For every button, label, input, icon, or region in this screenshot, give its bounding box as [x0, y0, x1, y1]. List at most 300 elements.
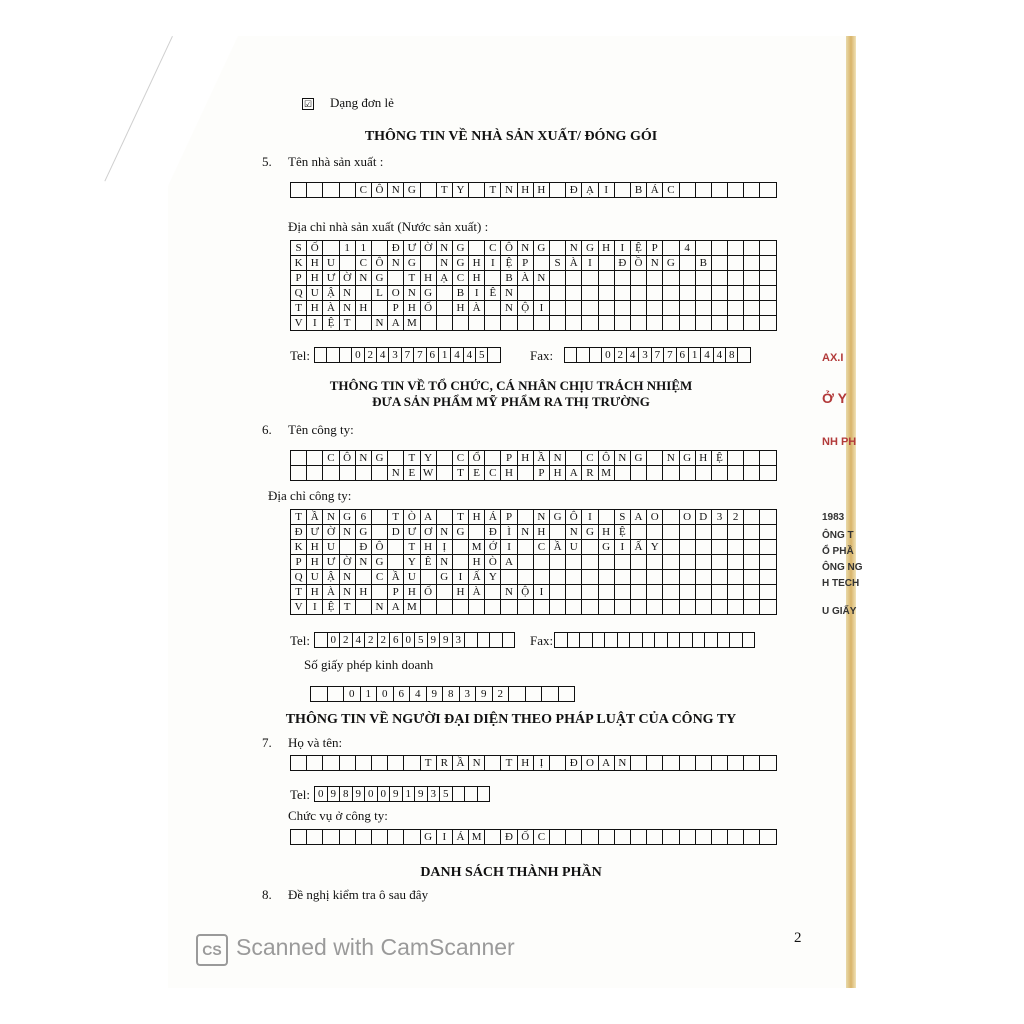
grid-cell[interactable] [663, 540, 679, 555]
grid-cell[interactable]: H [696, 451, 712, 466]
grid-cell[interactable]: Á [647, 183, 663, 198]
grid-cell[interactable]: T [291, 510, 307, 525]
grid-cell[interactable]: L [372, 286, 388, 301]
grid-cell[interactable]: T [404, 451, 420, 466]
grid-cell[interactable] [744, 830, 760, 845]
grid-cell[interactable]: 9 [390, 787, 403, 802]
grid-cell[interactable]: U [323, 540, 339, 555]
grid-cell[interactable] [696, 555, 712, 570]
grid-cell[interactable]: I [615, 241, 631, 256]
grid-cell[interactable] [696, 830, 712, 845]
grid-cell[interactable] [744, 540, 760, 555]
grid-cell[interactable] [631, 316, 647, 331]
grid-cell[interactable] [356, 756, 372, 771]
grid-cell[interactable] [599, 830, 615, 845]
grid-cell[interactable]: N [356, 451, 372, 466]
grid-cell[interactable] [534, 286, 550, 301]
grid-cell[interactable]: H [421, 271, 437, 286]
grid-cell[interactable]: Ấ [631, 540, 647, 555]
grid-cell[interactable] [485, 451, 501, 466]
grid-cell[interactable] [663, 525, 679, 540]
grid-cell[interactable]: Ệ [501, 256, 517, 271]
grid-cell[interactable] [696, 756, 712, 771]
grid-cell[interactable]: H [421, 540, 437, 555]
grid-cell[interactable] [356, 600, 372, 615]
grid-cell[interactable] [728, 555, 744, 570]
grid-cell[interactable] [647, 271, 663, 286]
grid-cell[interactable] [663, 510, 679, 525]
grid-cell[interactable] [485, 600, 501, 615]
grid-cell[interactable] [518, 540, 534, 555]
grid-cell[interactable] [437, 316, 453, 331]
grid-cell[interactable] [356, 286, 372, 301]
grid-cell[interactable] [518, 286, 534, 301]
grid-cell[interactable] [696, 600, 712, 615]
grid-cell[interactable] [615, 830, 631, 845]
grid-cell[interactable]: Á [453, 830, 469, 845]
grid-cell[interactable] [340, 466, 356, 481]
grid-cell[interactable]: H [550, 466, 566, 481]
grid-cell[interactable]: 7 [652, 348, 664, 363]
grid-cell[interactable] [518, 570, 534, 585]
grid-cell[interactable]: N [501, 183, 517, 198]
grid-cell[interactable] [680, 286, 696, 301]
grid-cell[interactable]: S [615, 510, 631, 525]
grid-cell[interactable]: Ô [340, 451, 356, 466]
grid-cell[interactable] [760, 316, 776, 331]
grid-cell[interactable]: P [388, 585, 404, 600]
grid-cell[interactable] [712, 756, 728, 771]
grid-cell[interactable]: Ò [404, 510, 420, 525]
grid-cell[interactable] [744, 570, 760, 585]
grid-cell[interactable] [582, 316, 598, 331]
grid-cell[interactable] [631, 525, 647, 540]
grid-cell[interactable] [744, 525, 760, 540]
grid-cell[interactable]: Ị [534, 756, 550, 771]
grid-cell[interactable] [760, 830, 776, 845]
grid-cell[interactable]: Ơ [421, 525, 437, 540]
grid-cell[interactable]: Ộ [518, 585, 534, 600]
grid-cell[interactable] [550, 600, 566, 615]
grid-cell[interactable] [760, 241, 776, 256]
company-address-grid[interactable] [290, 509, 777, 615]
grid-cell[interactable]: P [388, 301, 404, 316]
grid-cell[interactable] [582, 540, 598, 555]
grid-cell[interactable]: 2 [365, 348, 377, 363]
grid-cell[interactable] [631, 600, 647, 615]
grid-cell[interactable] [760, 466, 776, 481]
grid-cell[interactable]: N [340, 570, 356, 585]
grid-cell[interactable]: T [453, 510, 469, 525]
grid-cell[interactable] [388, 830, 404, 845]
grid-cell[interactable]: N [550, 451, 566, 466]
grid-cell[interactable] [453, 600, 469, 615]
grid-cell[interactable] [728, 585, 744, 600]
grid-cell[interactable] [388, 271, 404, 286]
grid-cell[interactable]: 5 [440, 787, 453, 802]
grid-cell[interactable] [760, 585, 776, 600]
grid-cell[interactable]: U [404, 570, 420, 585]
grid-cell[interactable] [550, 241, 566, 256]
grid-cell[interactable] [743, 633, 756, 648]
grid-cell[interactable]: V [291, 316, 307, 331]
grid-cell[interactable] [580, 633, 593, 648]
grid-cell[interactable] [728, 183, 744, 198]
grid-cell[interactable] [372, 466, 388, 481]
grid-cell[interactable] [744, 241, 760, 256]
grid-cell[interactable]: I [582, 510, 598, 525]
grid-cell[interactable] [631, 286, 647, 301]
grid-cell[interactable]: Ê [485, 286, 501, 301]
grid-cell[interactable]: 0 [377, 687, 394, 702]
grid-cell[interactable]: N [323, 510, 339, 525]
grid-cell[interactable] [728, 830, 744, 845]
grid-cell[interactable] [668, 633, 681, 648]
grid-cell[interactable] [631, 570, 647, 585]
grid-cell[interactable] [663, 271, 679, 286]
grid-cell[interactable]: 8 [443, 687, 460, 702]
grid-cell[interactable] [647, 451, 663, 466]
grid-cell[interactable] [534, 256, 550, 271]
grid-cell[interactable]: C [372, 570, 388, 585]
grid-cell[interactable]: Ố [518, 830, 534, 845]
grid-cell[interactable] [469, 183, 485, 198]
grid-cell[interactable]: H [404, 301, 420, 316]
grid-cell[interactable] [712, 183, 728, 198]
grid-cell[interactable]: Ư [307, 525, 323, 540]
grid-cell[interactable] [744, 183, 760, 198]
grid-cell[interactable] [566, 585, 582, 600]
grid-cell[interactable]: C [453, 271, 469, 286]
grid-cell[interactable] [356, 830, 372, 845]
grid-cell[interactable]: Á [485, 510, 501, 525]
grid-cell[interactable]: G [404, 256, 420, 271]
grid-cell[interactable]: H [307, 301, 323, 316]
grid-cell[interactable] [647, 570, 663, 585]
grid-cell[interactable]: H [453, 301, 469, 316]
grid-cell[interactable] [647, 316, 663, 331]
grid-cell[interactable]: Ậ [323, 286, 339, 301]
grid-cell[interactable]: Ầ [534, 451, 550, 466]
grid-cell[interactable]: T [388, 510, 404, 525]
grid-cell[interactable]: Ố [421, 301, 437, 316]
grid-cell[interactable]: 4 [451, 348, 463, 363]
grid-cell[interactable]: 7 [402, 348, 414, 363]
grid-cell[interactable]: D [696, 510, 712, 525]
grid-cell[interactable] [728, 540, 744, 555]
grid-cell[interactable]: 1 [361, 687, 378, 702]
grid-cell[interactable] [647, 756, 663, 771]
grid-cell[interactable]: H [356, 585, 372, 600]
grid-cell[interactable]: N [388, 466, 404, 481]
grid-cell[interactable] [738, 348, 750, 363]
grid-cell[interactable]: P [534, 466, 550, 481]
grid-cell[interactable]: Ư [404, 241, 420, 256]
grid-cell[interactable] [615, 271, 631, 286]
grid-cell[interactable] [728, 451, 744, 466]
grid-cell[interactable] [323, 756, 339, 771]
grid-cell[interactable]: Ô [372, 540, 388, 555]
grid-cell[interactable]: 6 [394, 687, 411, 702]
grid-cell[interactable]: H [307, 271, 323, 286]
grid-cell[interactable] [744, 585, 760, 600]
grid-cell[interactable]: Ô [372, 183, 388, 198]
grid-cell[interactable] [647, 466, 663, 481]
grid-cell[interactable]: Ầ [388, 570, 404, 585]
grid-cell[interactable] [453, 555, 469, 570]
grid-cell[interactable] [566, 570, 582, 585]
grid-cell[interactable]: Đ [615, 256, 631, 271]
grid-cell[interactable] [663, 600, 679, 615]
grid-cell[interactable]: G [534, 241, 550, 256]
grid-cell[interactable] [712, 466, 728, 481]
grid-cell[interactable] [744, 286, 760, 301]
grid-cell[interactable]: H [469, 271, 485, 286]
grid-cell[interactable]: T [291, 301, 307, 316]
grid-cell[interactable] [647, 555, 663, 570]
grid-cell[interactable]: Ờ [340, 271, 356, 286]
grid-cell[interactable]: 9 [415, 787, 428, 802]
grid-cell[interactable] [503, 633, 516, 648]
grid-cell[interactable]: 9 [427, 687, 444, 702]
grid-cell[interactable] [372, 510, 388, 525]
grid-cell[interactable]: H [534, 525, 550, 540]
grid-cell[interactable] [696, 286, 712, 301]
grid-cell[interactable]: 1 [356, 241, 372, 256]
grid-cell[interactable] [728, 525, 744, 540]
grid-cell[interactable] [559, 687, 576, 702]
grid-cell[interactable] [566, 301, 582, 316]
grid-cell[interactable]: G [404, 183, 420, 198]
grid-cell[interactable]: I [307, 316, 323, 331]
grid-cell[interactable] [631, 466, 647, 481]
grid-cell[interactable]: N [437, 256, 453, 271]
grid-cell[interactable] [469, 525, 485, 540]
grid-cell[interactable] [582, 830, 598, 845]
grid-cell[interactable]: Đ [566, 756, 582, 771]
grid-cell[interactable]: H [599, 525, 615, 540]
grid-cell[interactable]: Ô [599, 451, 615, 466]
grid-cell[interactable] [712, 241, 728, 256]
grid-cell[interactable] [728, 756, 744, 771]
grid-cell[interactable] [593, 633, 606, 648]
grid-cell[interactable] [631, 555, 647, 570]
grid-cell[interactable] [599, 271, 615, 286]
grid-cell[interactable]: N [437, 241, 453, 256]
grid-cell[interactable] [356, 570, 372, 585]
grid-cell[interactable]: Ờ [421, 241, 437, 256]
grid-cell[interactable] [680, 256, 696, 271]
grid-cell[interactable] [647, 525, 663, 540]
grid-cell[interactable] [615, 301, 631, 316]
grid-cell[interactable]: Ô [566, 510, 582, 525]
grid-cell[interactable]: P [291, 271, 307, 286]
grid-cell[interactable] [663, 466, 679, 481]
grid-cell[interactable]: 3 [389, 348, 401, 363]
grid-cell[interactable] [615, 585, 631, 600]
grid-cell[interactable] [760, 570, 776, 585]
grid-cell[interactable]: H [356, 301, 372, 316]
grid-cell[interactable]: 3 [712, 510, 728, 525]
grid-cell[interactable]: 1 [689, 348, 701, 363]
grid-cell[interactable]: 0 [315, 787, 328, 802]
grid-cell[interactable] [577, 348, 589, 363]
grid-cell[interactable]: Ê [421, 555, 437, 570]
grid-cell[interactable]: M [469, 540, 485, 555]
grid-cell[interactable] [744, 256, 760, 271]
grid-cell[interactable] [680, 756, 696, 771]
grid-cell[interactable]: Đ [388, 241, 404, 256]
grid-cell[interactable] [663, 316, 679, 331]
grid-cell[interactable]: 2 [728, 510, 744, 525]
grid-cell[interactable]: K [291, 540, 307, 555]
grid-cell[interactable] [485, 301, 501, 316]
grid-cell[interactable] [760, 525, 776, 540]
grid-cell[interactable]: C [356, 183, 372, 198]
manufacturer-name-grid[interactable] [290, 182, 777, 198]
grid-cell[interactable]: À [469, 301, 485, 316]
grid-cell[interactable] [372, 241, 388, 256]
grid-cell[interactable] [680, 183, 696, 198]
grid-cell[interactable] [550, 271, 566, 286]
grid-cell[interactable] [566, 451, 582, 466]
grid-cell[interactable]: Ô [372, 256, 388, 271]
grid-cell[interactable] [582, 570, 598, 585]
grid-cell[interactable]: N [501, 301, 517, 316]
grid-cell[interactable]: I [453, 570, 469, 585]
grid-cell[interactable] [631, 585, 647, 600]
grid-cell[interactable]: P [291, 555, 307, 570]
grid-cell[interactable]: À [469, 585, 485, 600]
grid-cell[interactable] [744, 301, 760, 316]
grid-cell[interactable]: T [485, 183, 501, 198]
grid-cell[interactable]: N [647, 256, 663, 271]
grid-cell[interactable]: Ạ [437, 271, 453, 286]
grid-cell[interactable]: T [340, 600, 356, 615]
grid-cell[interactable]: N [663, 451, 679, 466]
grid-cell[interactable]: Q [291, 286, 307, 301]
grid-cell[interactable]: 2 [340, 633, 353, 648]
grid-cell[interactable]: C [663, 183, 679, 198]
grid-cell[interactable] [582, 301, 598, 316]
grid-cell[interactable]: 9 [328, 787, 341, 802]
grid-cell[interactable] [582, 271, 598, 286]
grid-cell[interactable]: G [372, 271, 388, 286]
grid-cell[interactable] [712, 316, 728, 331]
grid-cell[interactable]: C [356, 256, 372, 271]
grid-cell[interactable] [647, 585, 663, 600]
grid-cell[interactable] [630, 633, 643, 648]
grid-cell[interactable]: N [518, 525, 534, 540]
grid-cell[interactable] [421, 316, 437, 331]
grid-cell[interactable]: Ố [307, 241, 323, 256]
grid-cell[interactable] [696, 525, 712, 540]
grid-cell[interactable] [372, 830, 388, 845]
grid-cell[interactable]: N [566, 241, 582, 256]
grid-cell[interactable] [647, 286, 663, 301]
grid-cell[interactable]: 1 [340, 241, 356, 256]
grid-cell[interactable] [307, 830, 323, 845]
grid-cell[interactable]: 6 [427, 348, 439, 363]
grid-cell[interactable]: T [291, 585, 307, 600]
grid-cell[interactable] [291, 183, 307, 198]
grid-cell[interactable]: 2 [378, 633, 391, 648]
grid-cell[interactable]: H [501, 466, 517, 481]
grid-cell[interactable]: N [372, 600, 388, 615]
grid-cell[interactable] [404, 756, 420, 771]
grid-cell[interactable] [323, 466, 339, 481]
grid-cell[interactable]: A [599, 756, 615, 771]
grid-cell[interactable] [566, 600, 582, 615]
grid-cell[interactable]: H [469, 510, 485, 525]
grid-cell[interactable] [542, 687, 559, 702]
grid-cell[interactable] [518, 600, 534, 615]
grid-cell[interactable] [488, 348, 500, 363]
grid-cell[interactable] [643, 633, 656, 648]
grid-cell[interactable]: N [534, 271, 550, 286]
grid-cell[interactable] [680, 466, 696, 481]
grid-cell[interactable] [485, 271, 501, 286]
grid-cell[interactable] [744, 756, 760, 771]
grid-cell[interactable] [631, 271, 647, 286]
grid-cell[interactable]: N [534, 510, 550, 525]
grid-cell[interactable] [728, 570, 744, 585]
grid-cell[interactable]: O [680, 510, 696, 525]
grid-cell[interactable] [555, 633, 568, 648]
grid-cell[interactable] [599, 316, 615, 331]
grid-cell[interactable] [615, 555, 631, 570]
grid-cell[interactable] [323, 830, 339, 845]
grid-cell[interactable] [421, 600, 437, 615]
grid-cell[interactable]: T [453, 466, 469, 481]
grid-cell[interactable]: I [582, 256, 598, 271]
grid-cell[interactable] [728, 271, 744, 286]
grid-cell[interactable] [437, 301, 453, 316]
grid-cell[interactable] [705, 633, 718, 648]
grid-cell[interactable] [490, 633, 503, 648]
grid-cell[interactable]: 4 [701, 348, 713, 363]
grid-cell[interactable]: I [599, 183, 615, 198]
grid-cell[interactable] [437, 286, 453, 301]
grid-cell[interactable] [518, 555, 534, 570]
grid-cell[interactable]: 5 [415, 633, 428, 648]
grid-cell[interactable]: H [599, 241, 615, 256]
grid-cell[interactable]: A [388, 316, 404, 331]
grid-cell[interactable] [485, 316, 501, 331]
grid-cell[interactable] [663, 286, 679, 301]
grid-cell[interactable] [599, 256, 615, 271]
grid-cell[interactable] [388, 555, 404, 570]
grid-cell[interactable]: N [340, 585, 356, 600]
grid-cell[interactable]: G [421, 286, 437, 301]
grid-cell[interactable]: I [437, 830, 453, 845]
grid-cell[interactable] [680, 633, 693, 648]
grid-cell[interactable]: Ờ [340, 555, 356, 570]
grid-cell[interactable] [712, 570, 728, 585]
grid-cell[interactable]: Ầ [453, 756, 469, 771]
grid-cell[interactable]: 6 [390, 633, 403, 648]
grid-cell[interactable]: N [615, 756, 631, 771]
grid-cell[interactable]: I [485, 256, 501, 271]
grid-cell[interactable] [566, 316, 582, 331]
grid-cell[interactable]: O [388, 286, 404, 301]
grid-cell[interactable] [712, 256, 728, 271]
grid-cell[interactable]: N [356, 271, 372, 286]
grid-cell[interactable]: 2 [493, 687, 510, 702]
grid-cell[interactable] [760, 510, 776, 525]
grid-cell[interactable] [388, 540, 404, 555]
grid-cell[interactable] [615, 316, 631, 331]
